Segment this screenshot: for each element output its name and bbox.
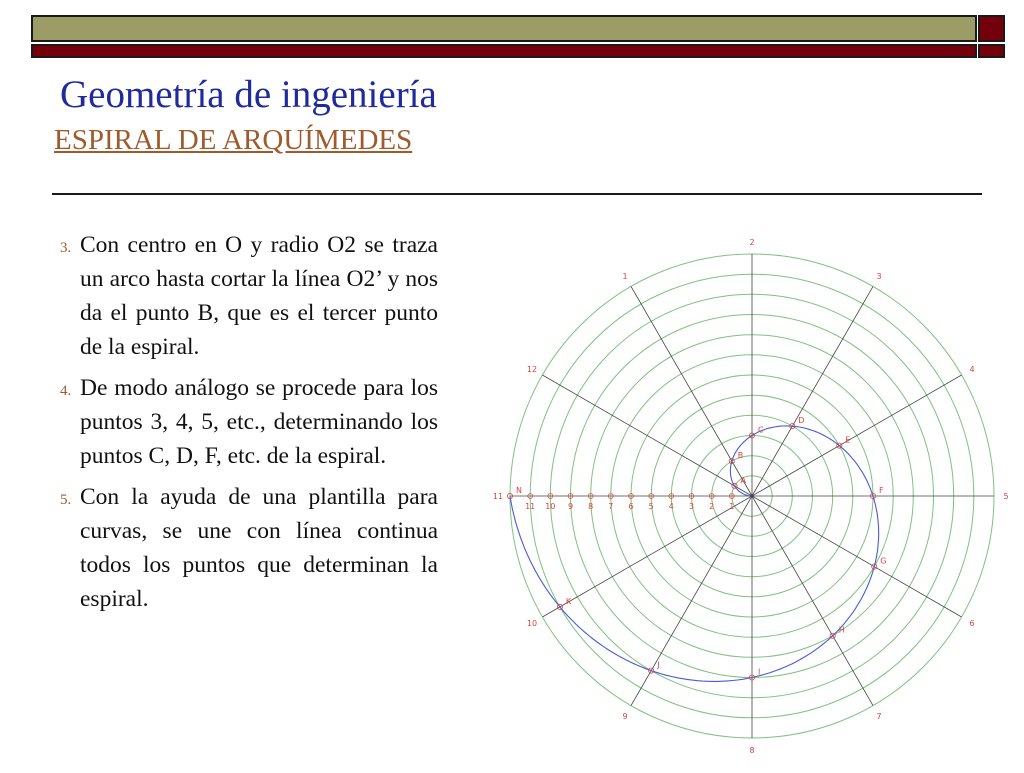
ray-label: 3 xyxy=(876,272,882,281)
spiral-construction-drawing xyxy=(490,232,1010,768)
header-square-bottom xyxy=(978,44,1005,58)
division-label: 8 xyxy=(588,502,594,511)
slide-title: Geometría de ingeniería xyxy=(60,73,437,116)
spiral-point-label: H xyxy=(838,625,845,635)
spiral-point-label: F xyxy=(879,486,884,495)
step-item xyxy=(60,371,438,473)
ray-label: 4 xyxy=(969,365,975,374)
ray-label: 12 xyxy=(526,365,538,374)
construction-ray xyxy=(631,496,752,706)
step-number: 4. xyxy=(60,383,72,399)
step-text: Con la ayuda de una plantilla para curvas, se une con línea continua todos los puntos que determinan la espiral. xyxy=(80,484,438,612)
slide-subtitle: ESPIRAL DE ARQUÍMEDES xyxy=(54,124,413,156)
division-label: 4 xyxy=(668,502,674,511)
steps-list xyxy=(60,228,438,623)
division-label: 9 xyxy=(567,502,574,511)
division-label: 5 xyxy=(648,502,654,511)
division-label: 2 xyxy=(709,502,715,511)
ray-label: 9 xyxy=(622,712,628,721)
spiral-point-label: I xyxy=(758,667,761,677)
ray-label: 6 xyxy=(969,619,975,628)
construction-ray xyxy=(542,496,752,617)
ray-label: 11 xyxy=(492,492,504,501)
divider-line xyxy=(52,193,982,195)
ray-label: 8 xyxy=(749,746,755,755)
spiral-point-label: E xyxy=(845,435,851,445)
division-label: 6 xyxy=(628,502,634,511)
ray-label: 10 xyxy=(526,619,538,628)
construction-ray xyxy=(752,286,873,496)
ray-label: 7 xyxy=(876,712,882,721)
spiral-point-label: A xyxy=(740,475,746,485)
construction-ray xyxy=(752,375,962,496)
header-square-top xyxy=(978,15,1005,42)
construction-ray xyxy=(542,375,752,496)
step-number: 5. xyxy=(60,492,72,508)
spiral-point-label: G xyxy=(880,556,887,566)
step-number: 3. xyxy=(60,240,72,256)
division-label: 7 xyxy=(608,502,614,511)
spiral-point-label: J xyxy=(657,660,660,670)
construction-ray xyxy=(752,496,962,617)
spiral-point-label: N xyxy=(516,486,522,495)
division-label: 3 xyxy=(688,502,695,511)
step-item xyxy=(60,480,438,616)
construction-ray xyxy=(752,496,873,706)
header-bar-maroon xyxy=(31,44,977,58)
division-label: 11 xyxy=(525,502,536,511)
step-text: Con centro en O y radio O2 se traza un arco hasta cortar la línea O2’ y nos da el punto B, que es el tercer punto de la espiral. xyxy=(80,232,438,360)
step-text: De modo análogo se procede para los puntos 3, 4, 5, etc., determinando los puntos C, D, F, etc. de la espiral. xyxy=(80,375,438,469)
center-point xyxy=(750,494,753,497)
archimedes-spiral-curve xyxy=(510,426,879,682)
spiral-point-label: K xyxy=(565,596,572,606)
decorative-header-bar xyxy=(31,15,1005,60)
archimedes-spiral-figure xyxy=(490,232,1010,768)
ray-label: 5 xyxy=(1003,492,1009,501)
ray-label: 1 xyxy=(622,272,628,281)
division-label: 10 xyxy=(545,502,556,511)
ray-label: 2 xyxy=(749,238,755,247)
spiral-point-label: D xyxy=(798,416,805,426)
spiral-point-label: C xyxy=(758,425,764,435)
header-bar-olive xyxy=(31,15,977,42)
construction-ray xyxy=(631,286,752,496)
step-item xyxy=(60,228,438,364)
division-label: 1 xyxy=(729,502,735,511)
spiral-point-label: B xyxy=(737,451,744,461)
